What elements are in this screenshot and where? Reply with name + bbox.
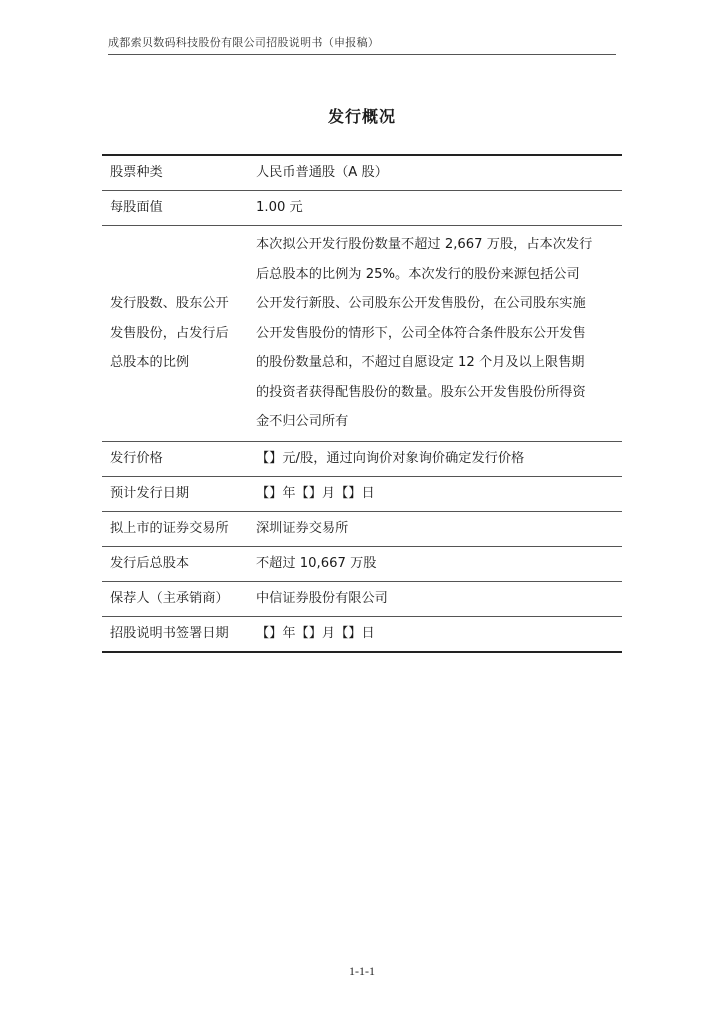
row-label: 拟上市的证券交易所	[110, 520, 229, 536]
section-title: 发行概况	[327, 107, 396, 126]
document-header: 成都索贝数码科技股份有限公司招股说明书（申报稿）	[108, 34, 616, 55]
value-line: 公开发售股份的情形下，公司全体符合条件股东公开发售	[256, 325, 586, 341]
row-value: 1.00 元	[256, 200, 303, 215]
value-line: 本次拟公开发行股份数量不超过 2,667 万股，占本次发行	[256, 237, 593, 252]
page-number: 1-1-1	[349, 964, 375, 978]
row-value: 【】年【】月【】日	[256, 485, 375, 501]
row-value: 深圳证券交易所	[256, 520, 349, 536]
row-label: 发行价格	[110, 450, 163, 466]
row-value: 人民币普通股（A 股）	[256, 165, 388, 180]
value-line: 后总股本的比例为 25%。本次发行的股份来源包括公司	[256, 266, 580, 282]
row-label: 预计发行日期	[110, 485, 190, 501]
value-line: 金不归公司所有	[256, 414, 349, 429]
label-line: 发行股数、股东公开	[110, 296, 229, 311]
row-label	[102, 226, 250, 441]
row-label: 招股说明书签署日期	[110, 625, 229, 641]
table-row-sponsor	[102, 581, 622, 616]
table-row-issue-shares	[102, 225, 622, 441]
row-value: 中信证券股份有限公司	[256, 590, 388, 606]
value-line: 公开发行新股、公司股东公开发售股份，在公司股东实施	[256, 296, 586, 311]
label-line: 发售股份，占发行后	[110, 325, 229, 341]
table-row-stock-exchange	[102, 511, 622, 546]
row-value: 【】元/股，通过向询价对象询价确定发行价格	[256, 450, 525, 466]
table-row-total-shares	[102, 546, 622, 581]
table-row-issue-price	[102, 441, 622, 476]
row-label: 保荐人（主承销商）	[110, 590, 229, 606]
row-label: 股票种类	[110, 165, 163, 180]
offering-overview-table	[102, 154, 622, 653]
row-label: 发行后总股本	[110, 555, 190, 571]
row-value: 不超过 10,667 万股	[256, 555, 377, 571]
row-label: 每股面值	[110, 200, 163, 215]
table-row-signing-date	[102, 616, 622, 651]
table-row-stock-type	[102, 156, 622, 190]
table-row-expected-date	[102, 476, 622, 511]
label-line: 总股本的比例	[110, 355, 190, 370]
row-value: 【】年【】月【】日	[256, 625, 375, 641]
value-line: 的股份数量总和，不超过自愿设定 12 个月及以上限售期	[256, 355, 585, 370]
value-line: 的投资者获得配售股份的数量。股东公开发售股份所得资	[256, 384, 586, 400]
table-row-par-value	[102, 190, 622, 225]
row-value	[250, 226, 622, 441]
